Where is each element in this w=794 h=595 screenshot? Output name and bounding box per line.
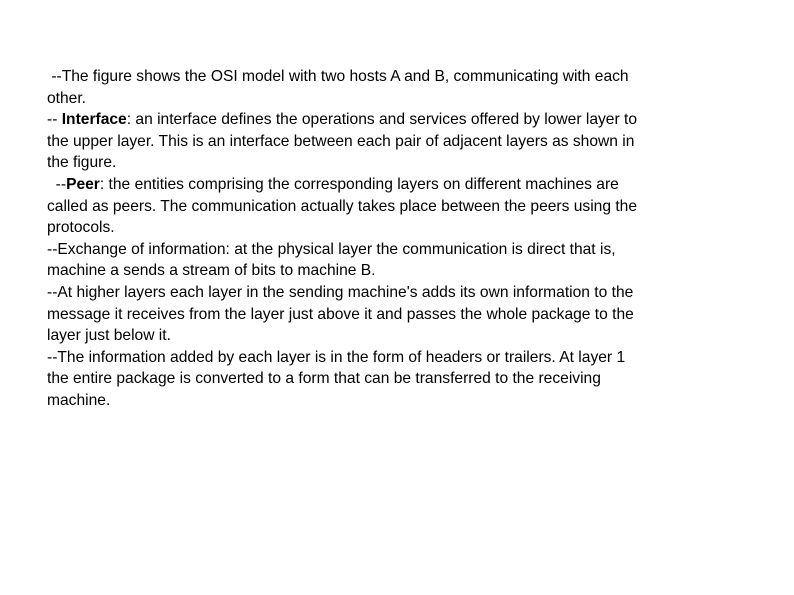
- peer-term: Peer: [66, 175, 100, 193]
- interface-definition: : an interface defines the operations and services offered by lower layer to the upper layer. This is an interface between each pair of adjacent layers as shown in the figure.: [47, 111, 638, 172]
- peer-definition: : the entities comprising the corresponding layers on different machines are called as peers. The communication actually takes place between the peers using the protocols.: [47, 175, 638, 237]
- interface-term: Interface: [61, 111, 127, 129]
- paragraph-osi-intro: --The figure shows the OSI model with two hosts A and B, communicating with each other.: [47, 68, 629, 107]
- paragraph-exchange: --Exchange of information: at the physical layer the communication is direct that is, machine a sends a stream of bits to machine B.: [47, 240, 616, 280]
- body-text: [47, 66, 752, 412]
- paragraph-peer: [47, 176, 637, 236]
- paragraph-interface: [47, 111, 637, 171]
- paragraph-higher-layers: --At higher layers each layer in the sending machine's adds its own information to the message it receives from the layer just above it and passes the whole package to the layer just below it.: [47, 283, 634, 345]
- paragraph-headers-trailers: --The information added by each layer is in the form of headers or trailers. At layer 1 the entire package is converted to a form that can be transferred to the receiving machine.: [47, 348, 626, 409]
- interface-prefix: --: [47, 111, 62, 129]
- peer-prefix: --: [47, 175, 67, 193]
